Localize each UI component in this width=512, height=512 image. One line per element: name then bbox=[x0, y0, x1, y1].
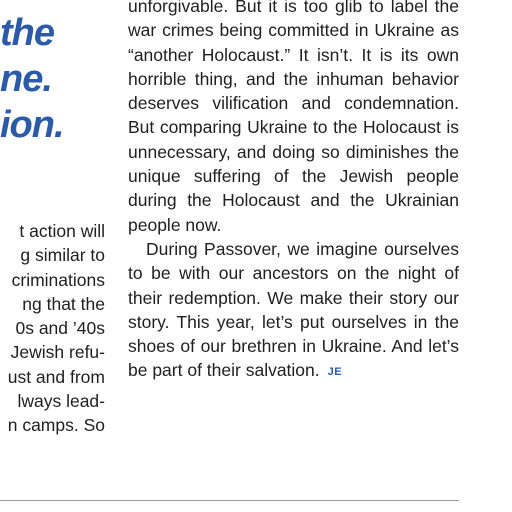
left-column-line: ust and from bbox=[7, 366, 105, 387]
headline bbox=[0, 10, 70, 148]
body-paragraph bbox=[128, 237, 459, 385]
headline-line: ion. bbox=[0, 104, 64, 146]
headline-line: the bbox=[0, 12, 54, 54]
left-column-line: t action will bbox=[19, 221, 105, 241]
left-column-text bbox=[0, 219, 105, 438]
left-column-line: ng that the bbox=[22, 293, 105, 314]
author-signature: JE bbox=[327, 366, 343, 379]
left-column-line: 0s and ’40s bbox=[15, 318, 105, 339]
right-column-text bbox=[128, 0, 459, 385]
left-column-line: n camps. So bbox=[7, 415, 105, 436]
body-paragraph bbox=[128, 0, 459, 237]
paragraph-text: unforgivable. But it is too glib to label the war crimes being committed in Ukraine as “another Holocaust.” It isn’t. It is its own horrible thing, and the inhuman behavior deserves vilification and condemnation. But comparing Ukraine to the Holocaust is unnecessary, and doing so diminishes the unique suffering of the Jewish people during the Holocaust and the Ukrainian people now. bbox=[128, 0, 459, 235]
left-column-line: criminations bbox=[11, 269, 105, 290]
left-column-line: g similar to bbox=[20, 245, 105, 266]
paragraph-text: During Passover, we imagine ourselves to be with our ancestors on the night of their redemption. We make their story our story. This year, let’s put ourselves in the shoes of our brethren in Ukraine. And let’s be part of their salvation. bbox=[128, 238, 459, 381]
left-column-line: Jewish refu- bbox=[10, 342, 105, 363]
bottom-divider bbox=[0, 500, 459, 501]
left-column-line: lways lead- bbox=[17, 391, 105, 412]
headline-line: ne. bbox=[0, 58, 52, 100]
